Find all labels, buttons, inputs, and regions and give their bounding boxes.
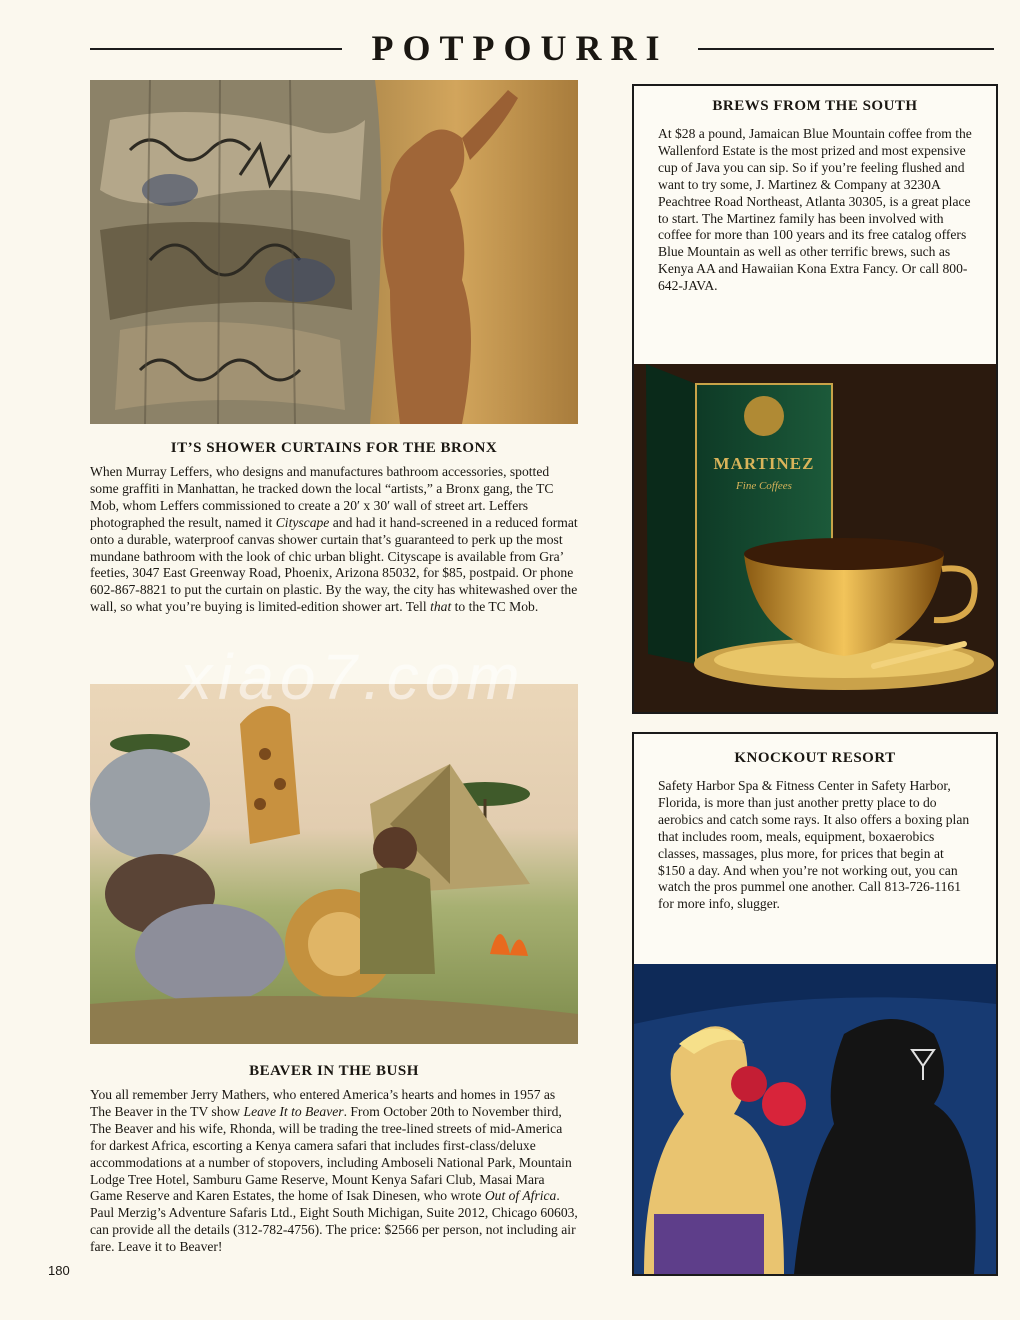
article-text: and had it hand-screened in a reduced format onto a durable, waterproof canvas shower curtain that’s guaranteed to perk up the most mundane bathroom with the look of chic urban blight. Cityscape is available from Gra’ feeties, 3047 East Greenway Road, Phoenix, Arizona 85032, for $85, postpaid. Or phone 602-867-8821 to put the curtain on plastic. By the way, the city has whitewashed over the wall, so what you’re buying is limited-edition shower art. Tell [90,514,578,615]
header-rule-left [90,48,342,50]
article-text: . From October 20th to November third, The Beaver and his wife, Rhonda, will be trading the tree-lined streets of mid-America for darkest Africa, escorting a Kenya camera safari that includes first-class/deluxe accommodations at a number of stopovers, including Amboseli National Park, Mountain Lodge Tree Hotel, Samburu Game Reserve, Mount Kenya Safari Club, Masai Mara Game Reserve and Karen Estates, the home of Isak Dinesen, who wrote [90,1103,572,1204]
sidebar-body: Safety Harbor Spa & Fitness Center in Safety Harbor, Florida, is more than just another pretty place to do aerobics and catch some rays. It also offers a boxing plan that includes room, meals, equipment, boxaerobics classes, massages, plus more, for prices that begin at $150 a day. And when you’re not working out, you can watch the pros pummel one another. Call 813-726-1161 for more info, slugger. [658,778,970,912]
coffee-brand-text: MARTINEZ [713,454,815,473]
article-text: . Paul Merzig’s Adventure Safaris Ltd., Eight South Michigan, Suite 2012, Chicago 60603, can provide all the details (312-782-4756). The price: $2566 per person, not including air fare. Leave it to Beaver! [90,1188,578,1255]
page-number: 180 [48,1263,70,1278]
article-emphasis: that [430,599,452,615]
article-title: BEAVER IN THE BUSH [249,1063,419,1079]
shower-curtain-illustration [90,80,578,424]
article-text: You all remember Jerry Mathers, who entered America’s hearts and homes in 1957 as The Beaver in the TV show [90,1087,556,1119]
watermark-text: xiao7.com [180,641,526,713]
article-title: IT’S SHOWER CURTAINS FOR THE BRONX [170,440,498,456]
article-emphasis: Leave It to Beaver [243,1103,344,1119]
boxing-illustration [634,964,996,1274]
boxing-scene [634,964,996,1274]
sidebar-title: KNOCKOUT RESORT [734,750,896,766]
article-text: to the TC Mob. [451,599,539,615]
sidebar-body: At $28 a pound, Jamaican Blue Mountain coffee from the Wallenford Estate is the most prized and most expensive cup of Java you can sip. So if you’re feeling flushed and want to try some, J. Martinez & Company at 3230A Peachtree Road Northeast, Atlanta 30305, is a great place to start. The Martinez family has been involved with coffee for more than 100 years and its free catalog offers Blue Mountain as well as other terrific brews, such as Kenya AA and Hawaiian Kona Extra Fancy. Or call 800-642-JAVA. [658,126,972,294]
coffee-tagline-text: Fine Coffees [736,480,792,492]
coffee-photo [634,364,996,712]
article-emphasis: Out of Africa [484,1188,557,1204]
header-rule-right [698,48,994,50]
section-title: POTPOURRI [371,28,669,68]
coffee-package-illustration [634,364,996,712]
article-body [90,464,578,616]
article-emphasis: Cityscape [275,514,330,530]
safari-illustration [90,684,578,1044]
safari-scene [90,684,578,1044]
article-body [90,1087,578,1256]
shower-curtain-photo [90,80,578,424]
sidebar-title: BREWS FROM THE SOUTH [712,98,918,114]
article-text: When Murray Leffers, who designs and manufactures bathroom accessories, spotted some graffiti in Manhattan, he tracked down the local “artists,” a Bronx gang, the TC Mob, whom Leffers commissioned to create a 20′ x 30′ wall of street art. Leffers photographed the result, named it [90,464,554,530]
